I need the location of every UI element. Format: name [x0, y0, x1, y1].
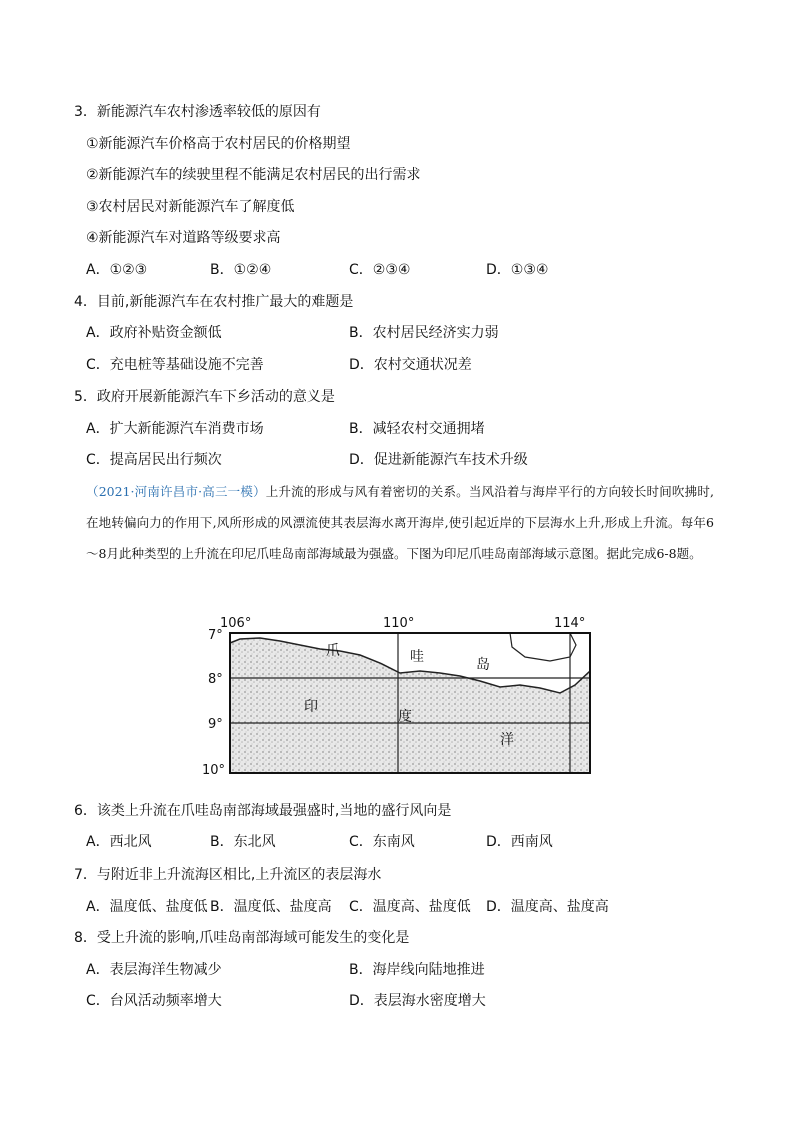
q6-stem: 6．该类上升流在爪哇岛南部海域最强盛时,当地的盛行风向是	[74, 803, 452, 819]
q7-option-a[interactable]: A．温度低、盐度低	[86, 899, 208, 915]
q3-item-3: ③农村居民对新能源汽车了解度低	[86, 199, 295, 215]
lat-label-10: 10°	[202, 763, 226, 778]
q8-option-a[interactable]: A．表层海洋生物减少	[86, 962, 222, 978]
q3-option-a[interactable]: A．①②③	[86, 262, 148, 278]
land-label-zhua: 爪	[326, 643, 340, 659]
q6-option-b[interactable]: B．东北风	[210, 834, 276, 850]
lat-label-9: 9°	[208, 717, 223, 732]
q4-option-a[interactable]: A．政府补贴资金额低	[86, 325, 222, 341]
q5-option-c[interactable]: C．提高居民出行频次	[86, 452, 222, 468]
q7-option-b[interactable]: B．温度低、盐度高	[210, 899, 332, 915]
passage-text: 上升流的形成与风有着密切的关系。当风沿着与海岸平行的方向较长时间吹拂时,在地转偏向力的作用下,风所形成的风漂流使其表层海水离开海岸,使引起近岸的下层海水上升,形成上升流。每年6～8月此种类型的上升流在印尼爪哇岛南部海域最为强盛。下图为印尼爪哇岛南部海域示意图。据此完成6-8题。	[86, 484, 714, 561]
q4-option-c[interactable]: C．充电桩等基础设施不完善	[86, 357, 264, 373]
sea-label-yin: 印	[304, 699, 318, 715]
lon-label-110: 110°	[383, 616, 415, 631]
q3-item-2: ②新能源汽车的续驶里程不能满足农村居民的出行需求	[86, 167, 421, 183]
q3-option-c[interactable]: C．②③④	[349, 262, 411, 278]
q4-option-b[interactable]: B．农村居民经济实力弱	[349, 325, 499, 341]
q3-stem: 3．新能源汽车农村渗透率较低的原因有	[74, 104, 321, 120]
land-label-dao: 岛	[476, 657, 490, 673]
lat-label-8: 8°	[208, 672, 223, 687]
q3-option-b[interactable]: B．①②④	[210, 262, 272, 278]
land-label-wa: 哇	[410, 649, 424, 665]
java-map-figure	[202, 613, 600, 781]
sea-label-yang: 洋	[500, 732, 514, 748]
q3-item-1: ①新能源汽车价格高于农村居民的价格期望	[86, 136, 351, 152]
q4-stem: 4．目前,新能源汽车在农村推广最大的难题是	[74, 294, 354, 310]
reading-passage	[86, 476, 714, 569]
lat-label-7: 7°	[208, 628, 223, 643]
lon-label-114: 114°	[554, 616, 586, 631]
q3-item-4: ④新能源汽车对道路等级要求高	[86, 230, 281, 246]
q6-option-d[interactable]: D．西南风	[486, 834, 553, 850]
q8-option-d[interactable]: D．表层海水密度增大	[349, 993, 486, 1009]
q4-option-d[interactable]: D．农村交通状况差	[349, 357, 472, 373]
q5-option-a[interactable]: A．扩大新能源汽车消费市场	[86, 421, 264, 437]
lon-label-106: 106°	[220, 616, 252, 631]
q6-option-a[interactable]: A．西北风	[86, 834, 152, 850]
q5-stem: 5．政府开展新能源汽车下乡活动的意义是	[74, 389, 335, 405]
q7-option-c[interactable]: C．温度高、盐度低	[349, 899, 471, 915]
q6-option-c[interactable]: C．东南风	[349, 834, 415, 850]
q5-option-b[interactable]: B．减轻农村交通拥堵	[349, 421, 485, 437]
q3-option-d[interactable]: D．①③④	[486, 262, 549, 278]
q7-option-d[interactable]: D．温度高、盐度高	[486, 899, 609, 915]
q5-option-d[interactable]: D．促进新能源汽车技术升级	[349, 452, 528, 468]
q8-option-c[interactable]: C．台风活动频率增大	[86, 993, 222, 1009]
passage-source: （2021·河南许昌市·高三一模）	[86, 484, 266, 499]
q8-stem: 8．受上升流的影响,爪哇岛南部海域可能发生的变化是	[74, 930, 410, 946]
sea-label-du: 度	[398, 709, 412, 725]
q8-option-b[interactable]: B．海岸线向陆地推进	[349, 962, 485, 978]
q7-stem: 7．与附近非上升流海区相比,上升流区的表层海水	[74, 867, 382, 883]
